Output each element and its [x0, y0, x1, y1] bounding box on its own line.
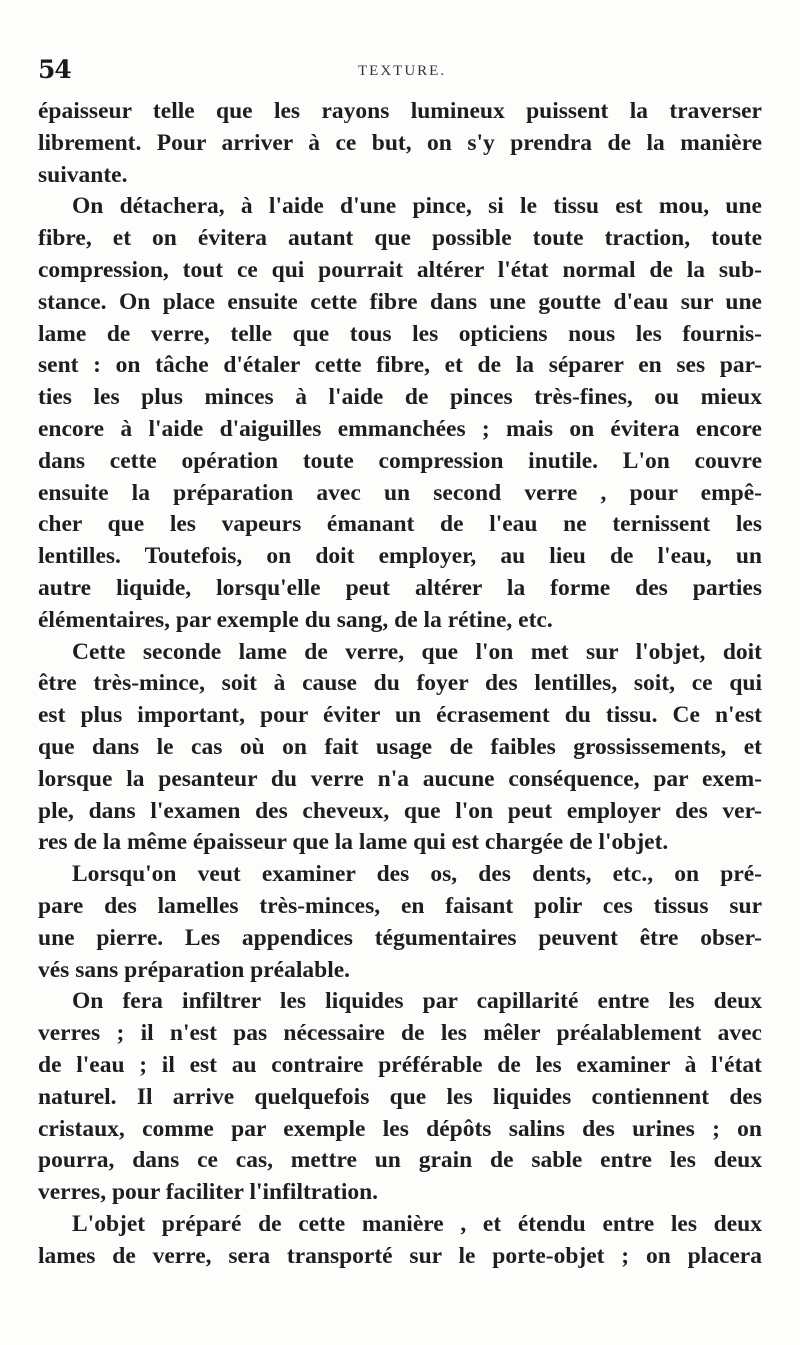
- text-line: pare des lamelles très-minces, en faisant polir ces tissus sur: [38, 892, 762, 919]
- text-line: On fera infiltrer les liquides par capillarité entre les deux: [72, 988, 762, 1015]
- running-title: TEXTURE.: [358, 63, 447, 79]
- text-line: élémentaires, par exemple du sang, de la rétine, etc.: [38, 606, 553, 633]
- text-line: épaisseur telle que les rayons lumineux puissent la traverser: [38, 98, 762, 124]
- text-line: une pierre. Les appendices tégumentaires peuvent être obser-: [38, 924, 762, 951]
- text-line: On détachera, à l'aide d'une pince, si le tissu est mou, une: [72, 193, 762, 220]
- text-line: Cette seconde lame de verre, que l'on met sur l'objet, doit: [72, 638, 762, 665]
- text-line: stance. On place ensuite cette fibre dans une goutte d'eau sur une: [38, 288, 762, 315]
- text-line: ties les plus minces à l'aide de pinces très-fines, ou mieux: [38, 384, 762, 411]
- text-line: naturel. Il arrive quelquefois que les liquides contiennent des: [38, 1083, 762, 1110]
- text-line: res de la même épaisseur que la lame qui est chargée de l'objet.: [38, 829, 669, 856]
- text-line: encore à l'aide d'aiguilles emmanchées ; mais on évitera encore: [38, 415, 762, 442]
- text-line: lames de verre, sera transporté sur le porte-objet ; on placera: [38, 1242, 762, 1269]
- text-line: suivante.: [38, 161, 128, 188]
- text-line: est plus important, pour éviter un écrasement du tissu. Ce n'est: [38, 702, 762, 729]
- text-line: fibre, et on évitera autant que possible toute traction, toute: [38, 225, 762, 252]
- text-line: vés sans préparation préalable.: [38, 956, 351, 983]
- text-line: autre liquide, lorsqu'elle peut altérer la forme des parties: [38, 574, 762, 601]
- text-line: ple, dans l'examen des cheveux, que l'on peut employer des ver-: [38, 797, 762, 824]
- text-line: compression, tout ce qui pourrait altérer l'état normal de la sub-: [38, 256, 762, 283]
- text-line: L'objet préparé de cette manière , et étendu entre les deux: [72, 1210, 762, 1237]
- text-line: cristaux, comme par exemple les dépôts salins des urines ; on: [38, 1115, 762, 1142]
- text-line: librement. Pour arriver à ce but, on s'y prendra de la manière: [38, 129, 762, 156]
- page-header: [38, 55, 762, 89]
- text-line: dans cette opération toute compression inutile. L'on couvre: [38, 447, 762, 474]
- text-line: lame de verre, telle que tous les opticiens nous les fournis-: [38, 320, 762, 347]
- text-line: cher que les vapeurs émanant de l'eau ne ternissent les: [38, 511, 762, 538]
- text-line: lorsque la pesanteur du verre n'a aucune conséquence, par exem-: [38, 765, 762, 792]
- text-line: être très-mince, soit à cause du foyer des lentilles, soit, ce qui: [38, 670, 762, 697]
- text-line: de l'eau ; il est au contraire préférable de les examiner à l'état: [38, 1051, 762, 1078]
- text-line: sent : on tâche d'étaler cette fibre, et de la séparer en ses par-: [38, 352, 762, 379]
- text-line: lentilles. Toutefois, on doit employer, au lieu de l'eau, un: [38, 543, 762, 570]
- text-line: Lorsqu'on veut examiner des os, des dents, etc., on pré-: [72, 861, 762, 888]
- body-text: [38, 96, 762, 1272]
- text-line: ensuite la préparation avec un second verre , pour empê-: [38, 479, 762, 506]
- text-line: verres, pour faciliter l'infiltration.: [38, 1179, 379, 1206]
- page-number: 54: [38, 55, 71, 84]
- text-line: verres ; il n'est pas nécessaire de les mêler préalablement avec: [38, 1020, 762, 1047]
- text-line: que dans le cas où on fait usage de faibles grossissements, et: [38, 733, 762, 760]
- text-line: pourra, dans ce cas, mettre un grain de sable entre les deux: [38, 1147, 762, 1174]
